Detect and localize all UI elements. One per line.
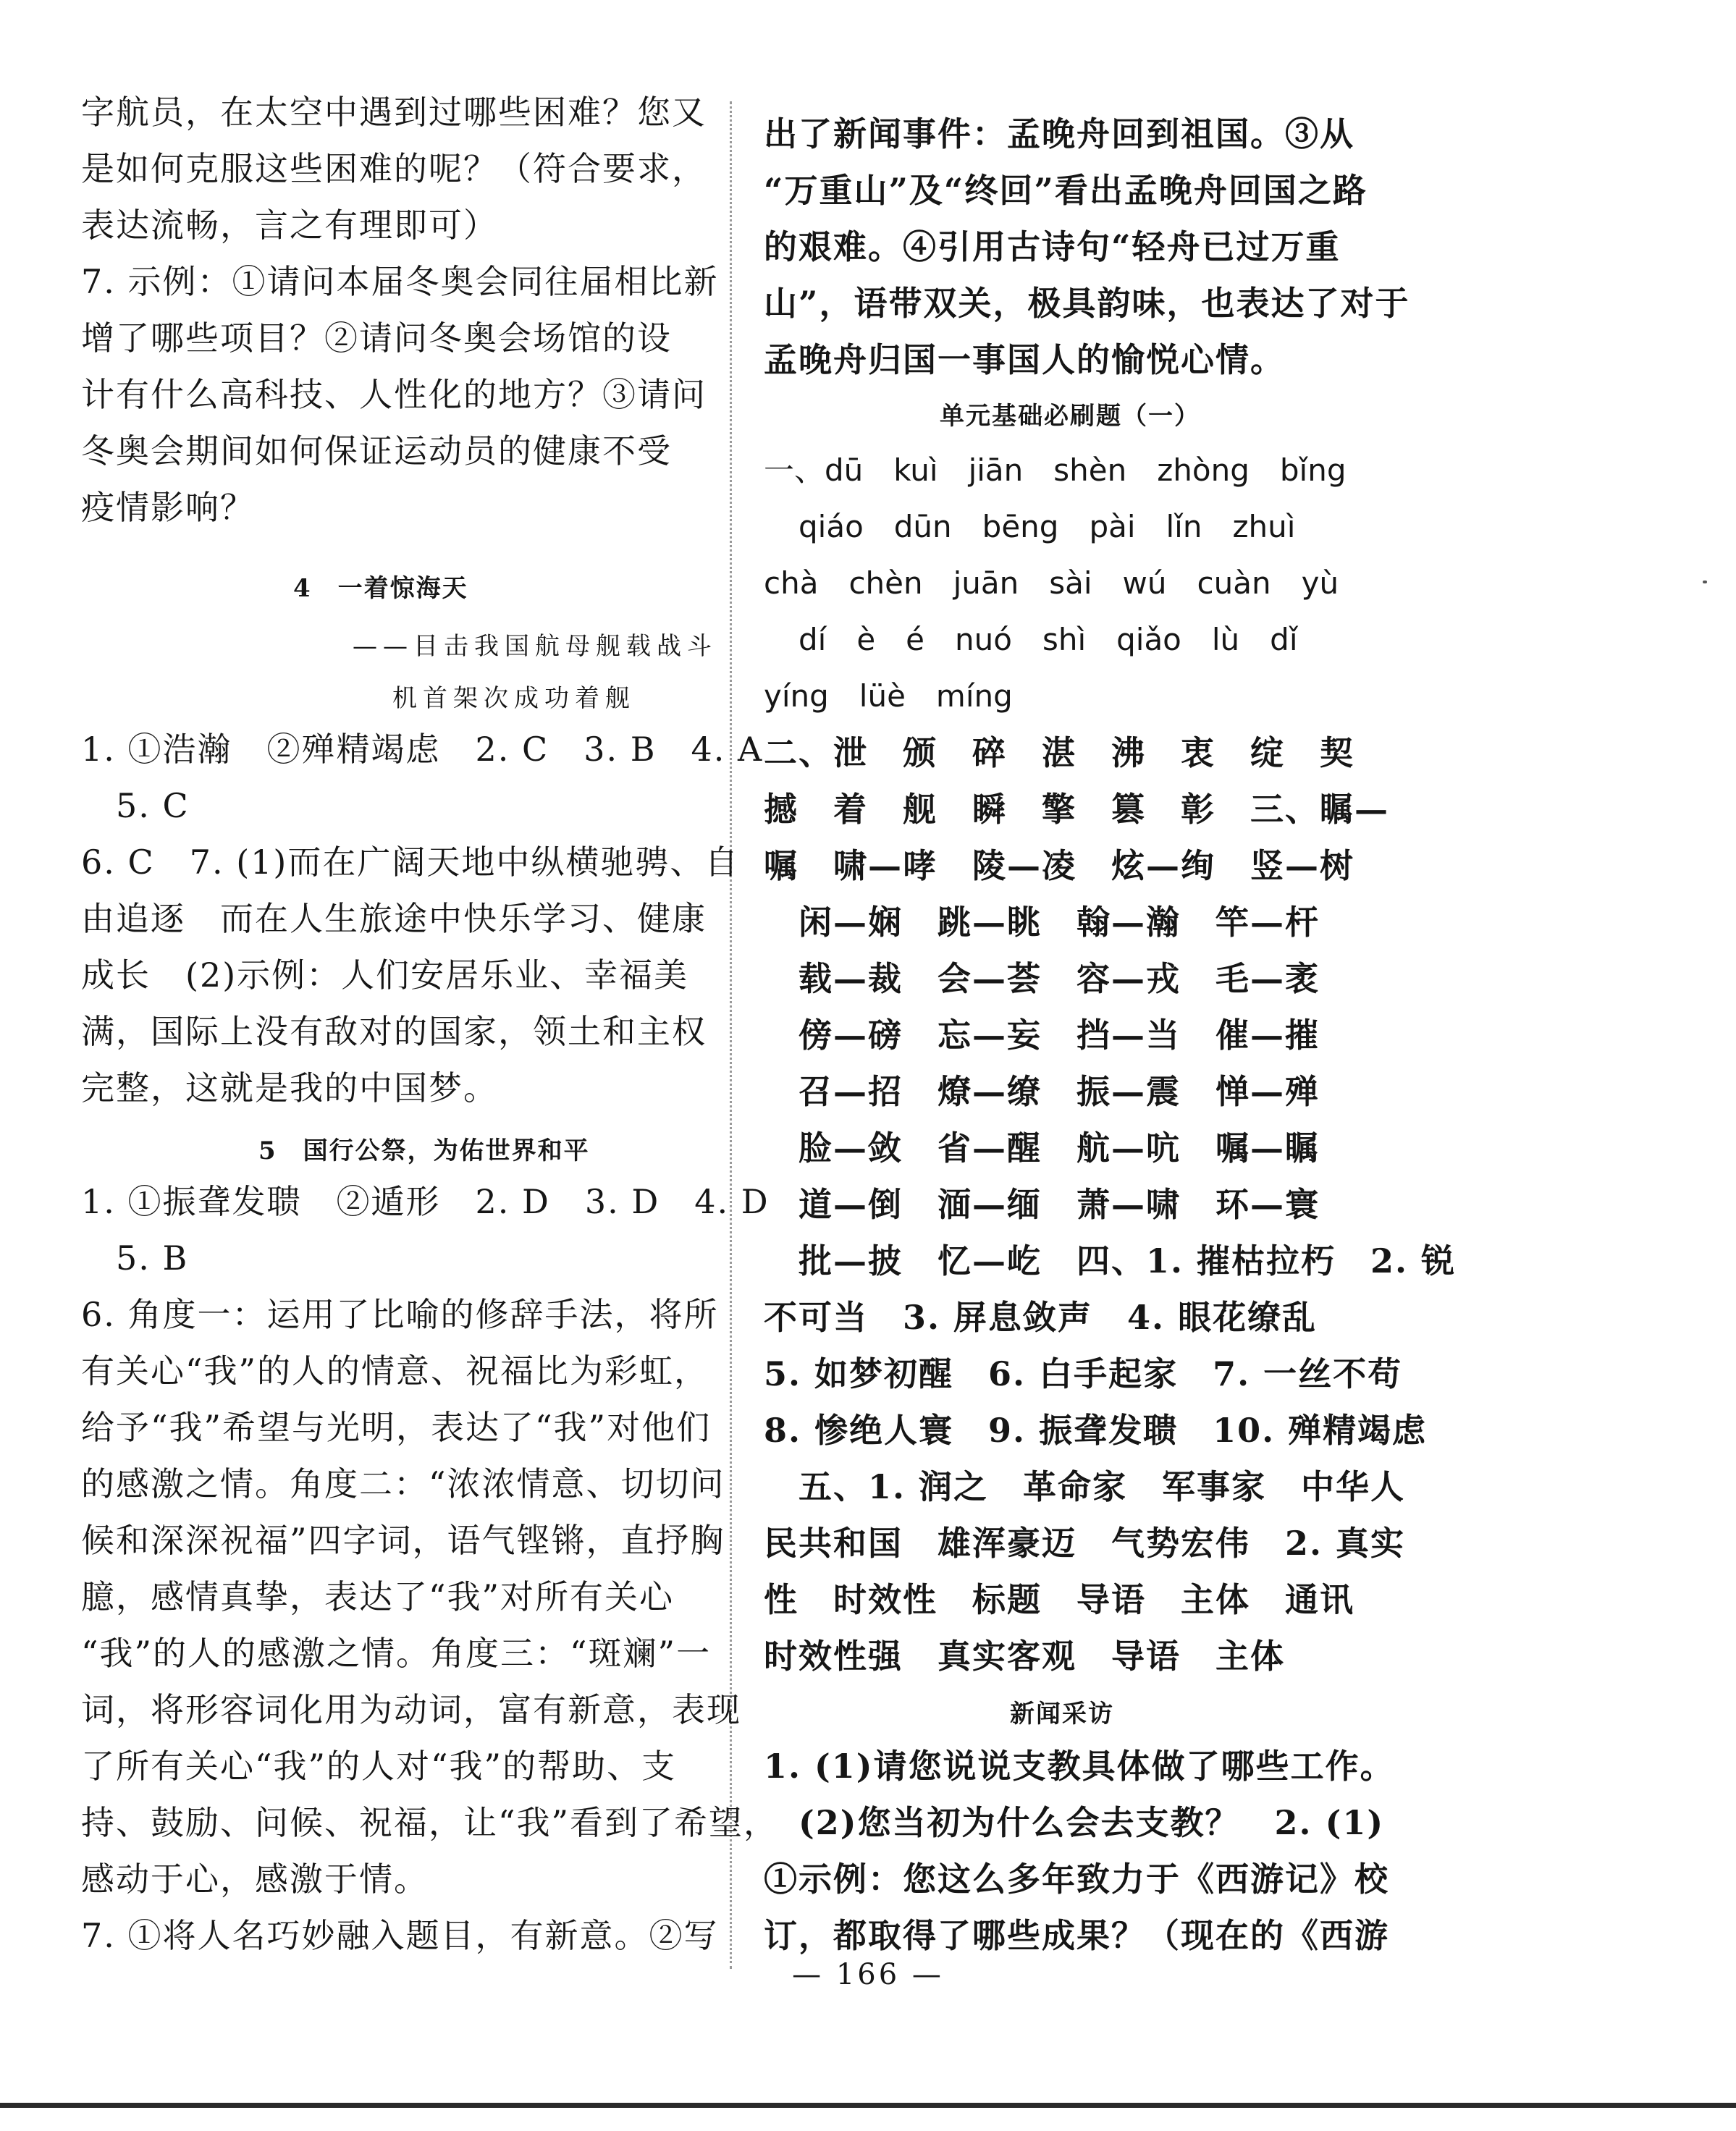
text-line: 持、鼓励、问候、祝福，让“我”看到了希望， <box>81 1803 779 1842</box>
text-line: 民共和国 雄浑豪迈 气势宏伟 2. 真实 <box>764 1524 1406 1563</box>
text-line: 性 时效性 标题 导语 主体 通讯 <box>764 1580 1354 1619</box>
section-heading: 新闻采访 <box>1010 1700 1114 1729</box>
scan-speck <box>1703 581 1707 583</box>
text-line: 五、1. 润之 革命家 军事家 中华人 <box>799 1467 1406 1506</box>
text-line: 是如何克服这些困难的呢？（符合要求， <box>81 149 707 188</box>
text-line: 出了新闻事件：孟晚舟回到祖国。③从 <box>764 114 1354 153</box>
text-line: 山”，语带双关，极具韵味，也表达了对于 <box>764 284 1410 323</box>
pinyin-line: qiáo dūn bēng pài lǐn zhuì <box>799 509 1296 544</box>
section-heading: 5 国行公祭，为佑世界和平 <box>258 1136 590 1165</box>
pinyin-line: chà chèn juān sài wú cuàn yù <box>764 565 1339 601</box>
text-line: 嘱 啸—哮 陵—凌 炫—绚 竖—树 <box>764 846 1354 885</box>
text-line: 载—裁 会—荟 容—戎 毛—袤 <box>799 959 1320 998</box>
page-number: — 166 — <box>792 1958 944 1991</box>
text-line: 时效性强 真实客观 导语 主体 <box>764 1637 1285 1676</box>
text-line: 5. 如梦初醒 6. 白手起家 7. 一丝不苟 <box>764 1354 1403 1393</box>
text-line: 6. C 7. (1)而在广阔天地中纵横驰骋、自 <box>81 843 740 882</box>
text-line: 傍—磅 忘—妄 挡—当 催—摧 <box>799 1016 1320 1055</box>
section-heading: 4 一着惊海天 <box>293 574 468 603</box>
section-subtitle: 机首架次成功着舰 <box>392 684 636 713</box>
section-heading: 单元基础必刷题（一） <box>940 402 1200 431</box>
text-line: 词，将形容词化用为动词，富有新意，表现 <box>81 1690 741 1729</box>
text-line: 了所有关心“我”的人对“我”的帮助、支 <box>81 1747 677 1786</box>
text-line: “万重山”及“终回”看出孟晚舟回国之路 <box>764 171 1368 210</box>
pinyin-line: yíng lüè míng <box>764 678 1013 714</box>
text-line: 臆，感情真挚，表达了“我”对所有关心 <box>81 1577 675 1616</box>
text-line: 增了哪些项目？②请问冬奥会场馆的设 <box>81 318 672 358</box>
section-subtitle: ——目击我国航母舰载战斗 <box>353 632 717 661</box>
text-line: 满，国际上没有敌对的国家，领土和主权 <box>81 1012 707 1051</box>
text-line: 二、泄 颁 碎 湛 沸 衷 绽 契 <box>764 733 1354 772</box>
text-line: 字航员，在太空中遇到过哪些困难？您又 <box>81 93 707 132</box>
text-line: 5. C <box>116 786 190 825</box>
text-line: 道—倒 湎—缅 萧—啸 环—寰 <box>799 1185 1320 1224</box>
text-line: 孟晚舟归国一事国人的愉悦心情。 <box>764 340 1285 379</box>
text-line: 6. 角度一：运用了比喻的修辞手法，将所 <box>81 1295 719 1334</box>
text-line: 表达流畅，言之有理即可） <box>81 206 498 245</box>
text-line: 1. ①浩瀚 ②殚精竭虑 2. C 3. B 4. A <box>81 730 764 769</box>
text-line: 7. 示例：①请问本届冬奥会同往届相比新 <box>81 262 719 301</box>
text-line: 冬奥会期间如何保证运动员的健康不受 <box>81 431 672 470</box>
text-line: 召—招 燎—缭 振—震 惮—殚 <box>799 1072 1320 1111</box>
text-line: 闲—娴 跳—眺 翰—瀚 竿—杆 <box>799 903 1320 942</box>
text-line: “我”的人的感激之情。角度三：“斑斓”一 <box>81 1634 712 1673</box>
text-line: 成长 (2)示例：人们安居乐业、幸福美 <box>81 955 689 995</box>
text-line: 疫情影响？ <box>81 488 255 527</box>
text-line: 感动于心，感激于情。 <box>81 1860 429 1899</box>
text-line: 由追逐 而在人生旅途中快乐学习、健康 <box>81 899 707 938</box>
text-line: 1. (1)请您说说支教具体做了哪些工作。 <box>764 1747 1395 1786</box>
pinyin-line: dí è é nuó shì qiǎo lù dǐ <box>799 622 1298 657</box>
text-line: 订，都取得了哪些成果？（现在的《西游 <box>764 1916 1389 1955</box>
text-line: 1. ①振聋发聩 ②遁形 2. D 3. D 4. D <box>81 1182 770 1221</box>
text-line: 完整，这就是我的中国梦。 <box>81 1068 498 1107</box>
bottom-rule <box>0 2103 1736 2108</box>
text-line: 8. 惨绝人寰 9. 振聋发聩 10. 殚精竭虑 <box>764 1411 1428 1450</box>
text-line: 撼 着 舰 瞬 擎 篡 彰 三、瞩— <box>764 790 1389 829</box>
text-line: 的感激之情。角度二：“浓浓情意、切切问 <box>81 1464 725 1503</box>
text-line: 计有什么高科技、人性化的地方？③请问 <box>81 375 707 414</box>
text-line: 给予“我”希望与光明，表达了“我”对他们 <box>81 1408 712 1447</box>
text-line: 脸—敛 省—醒 航—吭 嘱—瞩 <box>799 1128 1320 1168</box>
text-line: ①示例：您这么多年致力于《西游记》校 <box>764 1860 1389 1899</box>
text-line: 5. B <box>116 1238 189 1278</box>
text-line: 候和深深祝福”四字词，语气铿锵，直抒胸 <box>81 1521 725 1560</box>
text-line: 有关心“我”的人的情意、祝福比为彩虹， <box>81 1351 709 1391</box>
text-line: (2)您当初为什么会去支教？ 2. (1) <box>799 1803 1385 1842</box>
text-line: 不可当 3. 屏息敛声 4. 眼花缭乱 <box>764 1298 1318 1337</box>
pinyin-line: 一、dū kuì jiān shèn zhòng bǐng <box>764 452 1347 488</box>
text-line: 7. ①将人名巧妙融入题目，有新意。②写 <box>81 1916 719 1955</box>
text-line: 的艰难。④引用古诗句“轻舟已过万重 <box>764 227 1341 266</box>
text-line: 批—披 忆—屹 四、1. 摧枯拉朽 2. 锐 <box>799 1241 1457 1280</box>
